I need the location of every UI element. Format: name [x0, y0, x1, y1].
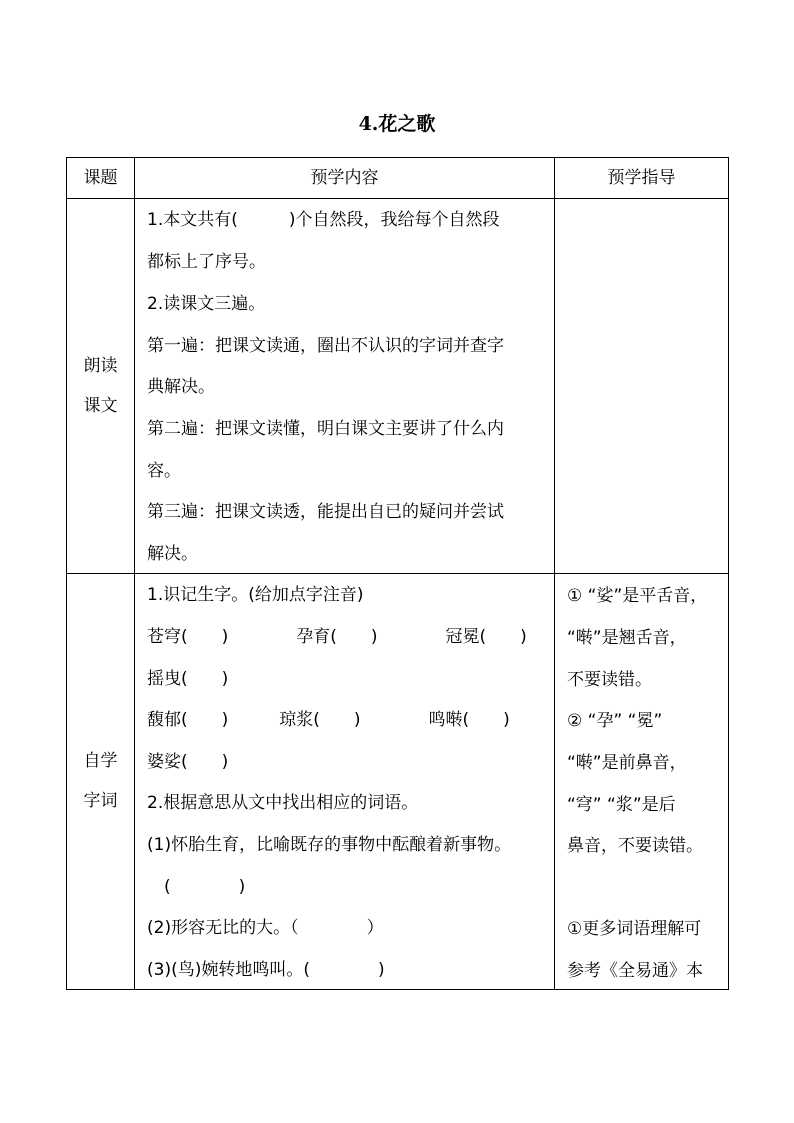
row2-content-line: ( ) [147, 877, 246, 897]
column-divider-2 [554, 157, 555, 990]
row1-content-line: 容。 [147, 461, 181, 481]
row2-content-line: (3)(鸟)婉转地鸣叫。( ) [147, 960, 385, 980]
row2-content-line: 2.根据意思从文中找出相应的词语。 [147, 793, 419, 813]
row2-guide-line: ①更多词语理解可 [567, 919, 702, 939]
row2-content-line: (1)怀胎生育，比喻既存的事物中酝酿着新事物。 [147, 835, 512, 855]
row2-guide-line: ① “娑”是平舌音， [567, 586, 708, 606]
table-border-left [66, 157, 67, 990]
row2-content-line: 苍穹( ) 孕育( ) 冠冕( ) [147, 627, 527, 647]
row1-topic-line1: 朗读 [83, 356, 118, 376]
table-border-bottom [66, 989, 729, 990]
row2-content-line: 摇曳( ) [147, 669, 229, 689]
row1-content-line: 解决。 [147, 544, 198, 564]
row2-topic-line2: 字词 [83, 791, 118, 811]
row2-guide-line: “啭”是前鼻音， [567, 753, 687, 773]
row2-guide-line: “穹” “浆”是后 [567, 795, 676, 815]
header-topic: 课题 [83, 168, 118, 188]
row2-content-line: 婆娑( ) [147, 752, 229, 772]
row1-topic-line2: 课文 [83, 396, 118, 416]
row1-content-line: 典解决。 [147, 377, 215, 397]
header-guide: 预学指导 [607, 168, 676, 188]
row2-topic-line1: 自学 [83, 751, 118, 771]
row1-content-line: 都标上了序号。 [147, 252, 266, 272]
row1-topic [67, 346, 134, 426]
row2-topic [67, 741, 134, 821]
row1-content-line: 1.本文共有( )个自然段，我给每个自然段 [147, 210, 500, 230]
table-border-right [728, 157, 729, 990]
column-divider-1 [134, 157, 135, 990]
row2-content-line: 1.识记生字。(给加点字注音) [147, 585, 364, 605]
row-divider [66, 573, 729, 574]
row1-content-line: 第一遍：把课文读通，圈出不认识的字词并查字 [147, 336, 504, 356]
header-divider [66, 198, 729, 199]
row2-content-line: 馥郁( ) 琼浆( ) 鸣啭( ) [147, 710, 510, 730]
row2-guide-line: ② “孕” “冕” [567, 711, 663, 731]
row2-guide-line: 不要读错。 [567, 670, 652, 690]
row2-content-line: (2)形容无比的大。（ ） [147, 918, 384, 938]
document-title: 4.花之歌 [358, 113, 436, 135]
row2-guide-line: 鼻音，不要读错。 [567, 836, 703, 856]
row2-guide-line: 参考《全易通》本 [567, 961, 703, 981]
row2-guide-line: “啭”是翘舌音， [567, 628, 687, 648]
row1-content-line: 第三遍：把课文读透，能提出自已的疑问并尝试 [147, 502, 504, 522]
table-border-top [66, 157, 729, 158]
row1-content-line: 第二遍：把课文读懂，明白课文主要讲了什么内 [147, 419, 504, 439]
row1-content-line: 2.读课文三遍。 [147, 294, 266, 314]
header-content: 预学内容 [310, 168, 379, 188]
